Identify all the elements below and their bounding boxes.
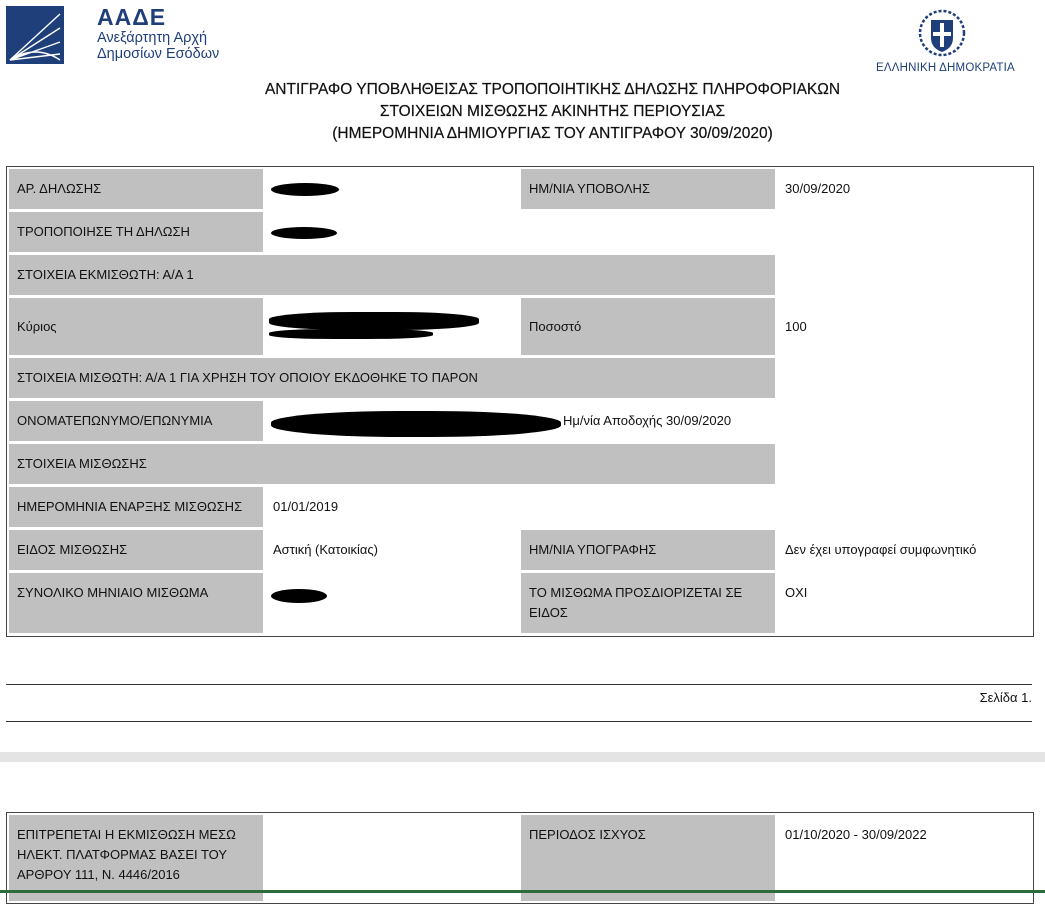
redacted-owner-name-2 — [269, 329, 433, 339]
submission-date-label: ΗΜ/ΝΙΑ ΥΠΟΒΟΛΗΣ — [521, 169, 775, 209]
rent-in-kind-label: ΤΟ ΜΙΣΘΩΜΑ ΠΡΟΣΔΙΟΡΙΖΕΤΑΙ ΣΕ ΕΙΔΟΣ — [521, 573, 775, 633]
lease-type-label: ΕΙΔΟΣ ΜΙΣΘΩΣΗΣ — [9, 530, 263, 570]
title-line-1: ΑΝΤΙΓΡΑΦΟ ΥΠΟΒΛΗΘΕΙΣΑΣ ΤΡΟΠΟΠΟΙΗΤΙΚΗΣ ΔΗΛΩΣΗΣ ΠΛΗΡΟΦΟΡΙΑΚΩΝ — [264, 81, 841, 98]
rent-in-kind-value: ΟΧΙ — [785, 585, 808, 600]
redacted-owner-name — [269, 312, 479, 330]
aade-logo-icon — [6, 6, 64, 69]
declaration-no-label: ΑΡ. ΔΗΛΩΣΗΣ — [9, 169, 263, 209]
lease-start-date-label: ΗΜΕΡΟΜΗΝΙΑ ΕΝΑΡΞΗΣ ΜΙΣΘΩΣΗΣ — [9, 487, 263, 527]
validity-period-label: ΠΕΡΙΟΔΟΣ ΙΣΧΥΟΣ — [521, 815, 775, 901]
lease-start-date-value: 01/01/2019 — [273, 499, 339, 514]
title-line-3: (ΗΜΕΡΟΜΗΝΙΑ ΔΗΜΙΟΥΡΓΙΑΣ ΤΟΥ ΑΝΤΙΓΡΑΦΟΥ 30/09/2020) — [332, 125, 773, 142]
platform-rental-label: ΕΠΙΤΡΕΠΕΤΑΙ Η ΕΚΜΙΣΘΩΣΗ ΜΕΣΩ ΗΛΕΚΤ. ΠΛΑΤΦΟΡΜΑΣ ΒΑΣΕΙ ΤΟΥ ΑΡΘΡΟΥ 111, Ν. 4446/2016 — [9, 815, 263, 901]
agency-brand — [97, 4, 219, 62]
acceptance-date: Ημ/νία Αποδοχής 30/09/2020 — [563, 413, 732, 428]
agency-name: ΑΑΔΕ — [97, 4, 167, 30]
signature-date-label: ΗΜ/ΝΙΑ ΥΠΟΓΡΑΦΗΣ — [521, 530, 775, 570]
redacted-monthly-rent — [271, 589, 327, 603]
declaration-form — [6, 166, 1034, 637]
validity-period-value: 01/10/2020 - 30/09/2022 — [785, 827, 927, 842]
page-separator — [0, 752, 1045, 762]
redacted-amended-no — [271, 227, 337, 239]
republic-label: ΕΛΛΗΝΙΚΗ ΔΗΜΟΚΡΑΤΙΑ — [876, 62, 1015, 74]
lessee-section-header: ΣΤΟΙΧΕΙΑ ΜΙΣΘΩΤΗ: Α/Α 1 ΓΙΑ ΧΡΗΣΗ ΤΟΥ ΟΠΟΙΟΥ ΕΚΔΟΘΗΚΕ ΤΟ ΠΑΡΟΝ — [9, 358, 775, 398]
document-title — [0, 79, 1045, 145]
footer-bottom-rule — [6, 721, 1032, 722]
redacted-lessee-name — [271, 411, 561, 437]
percent-value: 100 — [785, 318, 807, 334]
footer-top-rule — [6, 684, 1032, 685]
monthly-rent-label: ΣΥΝΟΛΙΚΟ ΜΗΝΙΑΙΟ ΜΙΣΘΩΜΑ — [9, 573, 263, 633]
lessee-name-label: ΟΝΟΜΑΤΕΠΩΝΥΜΟ/ΕΠΩΝΥΜΙΑ — [9, 401, 263, 441]
lessor-section-header: ΣΤΟΙΧΕΙΑ ΕΚΜΙΣΘΩΤΗ: Α/Α 1 — [9, 255, 775, 295]
percent-label: Ποσοστό — [521, 298, 775, 355]
submission-date-value: 30/09/2020 — [785, 181, 851, 196]
page-number: Σελίδα 1. — [979, 690, 1032, 705]
title-line-2: ΣΤΟΙΧΕΙΩΝ ΜΙΣΘΩΣΗΣ ΑΚΙΝΗΤΗΣ ΠΕΡΙΟΥΣΙΑΣ — [379, 103, 726, 120]
lease-type-value: Αστική (Κατοικίας) — [273, 542, 378, 557]
greek-coat-of-arms-icon — [918, 8, 966, 63]
signature-date-value: Δεν έχει υπογραφεί συμφωνητικό — [785, 542, 977, 557]
agency-subtitle-2: Δημοσίων Εσόδων — [97, 46, 220, 62]
owner-label: Κύριος — [9, 298, 263, 355]
amended-declaration-label: ΤΡΟΠΟΠΟΙΗΣΕ ΤΗ ΔΗΛΩΣΗ — [9, 212, 263, 252]
redacted-declaration-no — [271, 183, 339, 196]
lease-section-header: ΣΤΟΙΧΕΙΑ ΜΙΣΘΩΣΗΣ — [9, 444, 775, 484]
agency-subtitle-1: Ανεξάρτητη Αρχή — [97, 30, 208, 46]
